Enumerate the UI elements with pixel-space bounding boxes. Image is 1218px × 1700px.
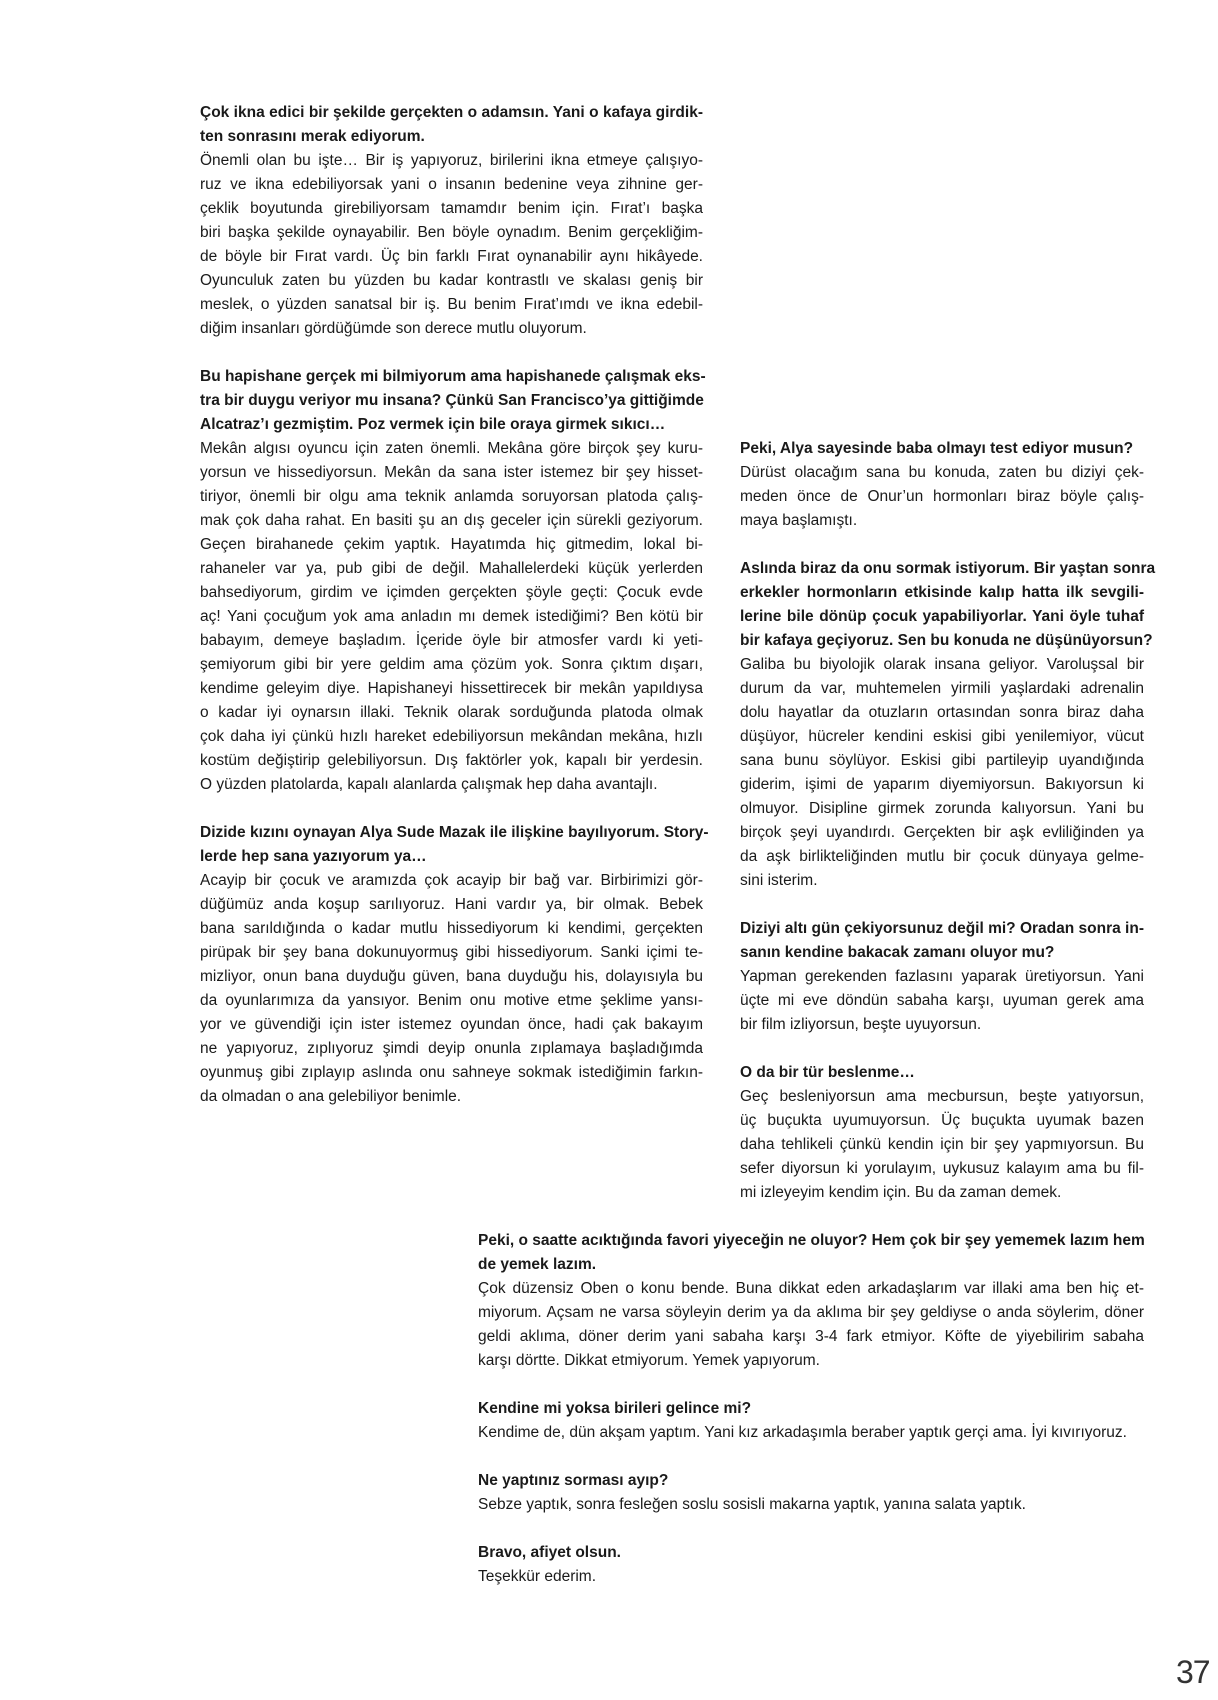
answer-line: Oyunculuk zaten bu yüzden bu kadar kontrastlı ve skalası geniş bir xyxy=(200,272,703,289)
answer-line: yorsun ve hissediyorsun. Mekân da sana ister istemez bir şey hisset- xyxy=(200,464,703,481)
answer-line: mizliyor, onun bana duyduğu güven, bana duyduğu his, dolayısıyla bu xyxy=(200,968,703,985)
answer-line: çok daha iyi çünkü hızlı hareket edebiliyorsun mekândan mekâna, hızlı xyxy=(200,728,703,745)
question xyxy=(740,1061,1144,1085)
answer-line: da oyunlarımıza da yansıyor. Benim onu motive etme şeklime yansı- xyxy=(200,992,703,1009)
qa-block xyxy=(478,1469,1144,1517)
question-line: Peki, Alya sayesinde baba olmayı test ediyor musun? xyxy=(740,440,1134,457)
qa-block xyxy=(740,557,1156,893)
answer xyxy=(478,1277,1144,1373)
answer-line: Dürüst olacağım sana bu konuda, zaten bu diziyi çek- xyxy=(740,464,1144,481)
question-line: Bravo, afiyet olsun. xyxy=(478,1544,621,1561)
question xyxy=(200,365,706,437)
answer xyxy=(740,1085,1144,1205)
question-line: tra bir duygu veriyor mu insana? Çünkü San Francisco’ya gittiğimde xyxy=(200,392,704,409)
answer-line: üç buçukta uyumuyorsun. Üç buçukta uyumak bazen xyxy=(740,1112,1144,1129)
question-line: sanın kendine bakacak zamanı oluyor mu? xyxy=(740,944,1055,961)
answer-line: kostüm değiştirip gelebiliyorsun. Dış faktörler yok, kapalı bir yerdesin. xyxy=(200,752,703,769)
question-line: Peki, o saatte acıktığında favori yiyeceğin ne oluyor? Hem çok bir şey yememek lazım hem xyxy=(478,1232,1145,1249)
answer-line: kendime geleyim diye. Hapishaneyi hissettirecek bir mekân yapıldıysa xyxy=(200,680,703,697)
bottom-column xyxy=(478,1229,1144,1613)
answer-line: Çok düzensiz Oben o konu bende. Buna dikkat eden arkadaşlarım var illaki ama ben hiç et- xyxy=(478,1280,1144,1297)
answer-line: sefer diyorsun ki yorulayım, uykusuz kalayım ama bu fil- xyxy=(740,1160,1144,1177)
answer-line: Acayip bir çocuk ve aramızda çok acayip bir bağ var. Birbirimizi gör- xyxy=(200,872,703,889)
qa-block xyxy=(740,917,1144,1037)
question-line: Ne yaptınız sorması ayıp? xyxy=(478,1472,669,1489)
answer-line: biri başka şekilde oynayabilir. Ben böyle oynadım. Benim gerçekliğim- xyxy=(200,224,703,241)
question-line: Alcatraz’ı gezmiştim. Poz vermek için bile oraya girmek sıkıcı… xyxy=(200,416,666,433)
answer xyxy=(740,461,1144,533)
answer-line: rahaneler var ya, pub gibi de değil. Mahallelerdeki küçük yerlerden xyxy=(200,560,703,577)
answer-line: Geç besleniyorsun ama mecbursun, beşte yatıyorsun, xyxy=(740,1088,1144,1105)
answer-line: bana sarıldığında o kadar mutlu hissediyorum ki kendimi, gerçekten xyxy=(200,920,703,937)
answer-line: de böyle bir Fırat vardı. Üç bin farklı Fırat oynanabilir aynı hikâyede. xyxy=(200,248,703,265)
question xyxy=(200,101,703,149)
question xyxy=(478,1229,1144,1277)
answer-line: Teşekkür ederim. xyxy=(478,1568,597,1585)
question xyxy=(478,1469,1144,1493)
question-line: Diziyi altı gün çekiyorsunuz değil mi? Oradan sonra in- xyxy=(740,920,1144,937)
question xyxy=(740,437,1144,461)
answer-line: yor ve güvendiği için ister istemez oyundan önce, hadi çak bakayım xyxy=(200,1016,703,1033)
answer-line: meden önce de Onur’un hormonları biraz böyle çalış- xyxy=(740,488,1144,505)
answer-line: bahsediyorum, girdim ve içimden gerçekten şöyle geçti: Çocuk evde xyxy=(200,584,703,601)
question xyxy=(478,1541,1144,1565)
qa-block xyxy=(478,1541,1144,1589)
qa-block xyxy=(740,1061,1144,1205)
question xyxy=(478,1397,1144,1421)
question-line: O da bir tür beslenme… xyxy=(740,1064,915,1081)
answer-line: mak çok daha rahat. En basiti şu an dış geceler için sürekli geziyorum. xyxy=(200,512,703,529)
answer-line: giderim, işimi de yaparım diyemiyorsun. Bakıyorsun ki xyxy=(740,776,1144,793)
answer-line: şemiyorum gibi bir yere geldim ama çözüm yok. Sonra çıktım dışarı, xyxy=(200,656,703,673)
answer-line: daha tehlikeli çünkü kendin için bir şey yapmıyorsun. Bu xyxy=(740,1136,1144,1153)
answer-line: üçte mi eve döndün sabaha karşı, uyuman gerek ama xyxy=(740,992,1144,1009)
answer-line: miyorum. Açsam ne varsa söyleyin derim ya da aklıma bir şey geldiyse o anda söylerim, döner xyxy=(478,1304,1144,1321)
answer-line: ruz ve ikna edebiliyorsak yani o insanın bedenine veya zihnine ger- xyxy=(200,176,703,193)
question xyxy=(200,821,709,869)
answer xyxy=(740,653,1144,893)
answer-line: olmuyor. Disipline girmek zorunda kalıyorsun. Yani bu xyxy=(740,800,1144,817)
answer xyxy=(740,965,1144,1037)
answer-line: düşüyor, hücreler kendini eskisi gibi yenilemiyor, vücut xyxy=(740,728,1144,745)
answer-line: Yapman gerekenden fazlasını yaparak üretiyorsun. Yani xyxy=(740,968,1144,985)
answer-line: o kadar iyi oynarsın illaki. Teknik olarak sorduğunda platoda olmak xyxy=(200,704,703,721)
question-line: Çok ikna edici bir şekilde gerçekten o adamsın. Yani o kafaya girdik- xyxy=(200,104,703,121)
answer-line: ne yapıyoruz, zıplıyoruz şimdi deyip onunla zıplamaya başladığımda xyxy=(200,1040,703,1057)
question-line: Aslında biraz da onu sormak istiyorum. Bir yaştan sonra xyxy=(740,560,1156,577)
qa-block xyxy=(478,1397,1144,1445)
answer-line: Önemli olan bu işte… Bir iş yapıyoruz, birilerini ikna etmeye çalışıyo- xyxy=(200,152,703,169)
answer-line: Mekân algısı oyuncu için zaten önemli. Mekâna göre birçok şey kuru- xyxy=(200,440,703,457)
answer-line: O yüzden platolarda, kapalı alanlarda çalışmak hep daha avantajlı. xyxy=(200,776,658,793)
answer-line: dolu hayatlar da otuzların ortasından sonra biraz daha xyxy=(740,704,1144,721)
question-line: ten sonrasını merak ediyorum. xyxy=(200,128,425,145)
question-line: lerine bile dönüp çocuk yapabiliyorlar. Yani öyle tuhaf xyxy=(740,608,1144,625)
question-line: bir kafaya geçiyoruz. Sen bu konuda ne düşünüyorsun? xyxy=(740,632,1153,649)
question-line: Dizide kızını oynayan Alya Sude Mazak ile ilişkine bayılıyorum. Story- xyxy=(200,824,709,841)
answer xyxy=(200,149,703,341)
answer-line: aç! Yani çocuğum yok ama anladın mı demek istediğimi? Ben kötü bir xyxy=(200,608,703,625)
left-column xyxy=(200,101,709,1133)
qa-block xyxy=(740,437,1144,533)
qa-block xyxy=(200,365,706,797)
question xyxy=(740,917,1144,965)
answer-line: çeklik boyutunda girebiliyorsam tamamdır benim için. Fırat’ı başka xyxy=(200,200,703,217)
answer-line: karşı dörtte. Dikkat etmiyorum. Yemek yapıyorum. xyxy=(478,1352,820,1369)
answer-line: da olmadan o ana gelebiliyor benimle. xyxy=(200,1088,462,1105)
question-line: erkekler hormonların etkisinde kalıp hatta ilk sevgili- xyxy=(740,584,1144,601)
question xyxy=(740,557,1156,653)
answer-line: Kendime de, dün akşam yaptım. Yani kız arkadaşımla beraber yaptık gerçi ama. İyi kıvırıyoruz. xyxy=(478,1424,1127,1441)
answer-line: diğim insanları gördüğümde son derece mutlu oluyorum. xyxy=(200,320,587,337)
answer-line: maya başlamıştı. xyxy=(740,512,858,529)
question-line: Bu hapishane gerçek mi bilmiyorum ama hapishanede çalışmak eks- xyxy=(200,368,706,385)
question-line: lerde hep sana yazıyorum ya… xyxy=(200,848,427,865)
question-line: de yemek lazım. xyxy=(478,1256,597,1273)
answer-line: durum da var, muhtemelen yirmili yaşlardaki adrenalin xyxy=(740,680,1144,697)
answer-line: Sebze yaptık, sonra fesleğen soslu sosisli makarna yaptık, yanına salata yaptık. xyxy=(478,1496,1026,1513)
answer-line: Galiba bu biyolojik olarak insana geliyor. Varoluşsal bir xyxy=(740,656,1144,673)
answer-line: bir film izliyorsun, beşte uyuyorsun. xyxy=(740,1016,982,1033)
answer xyxy=(200,869,703,1109)
answer-line: babayım, demeye başladım. İçeride öyle bir atmosfer vardı ki yeti- xyxy=(200,632,703,649)
answer-line: düğümüz anda koşup sarılıyoruz. Hani vardır ya, bir olmak. Bebek xyxy=(200,896,703,913)
page-number: 37 xyxy=(1176,1654,1210,1690)
question-line: Kendine mi yoksa birileri gelince mi? xyxy=(478,1400,752,1417)
answer xyxy=(478,1421,1144,1445)
answer-line: meslek, o yüzden sanatsal bir iş. Bu benim Fırat’ımdı ve ikna edebil- xyxy=(200,296,703,313)
answer-line: mi izleyeyim kendim için. Bu da zaman demek. xyxy=(740,1184,1062,1201)
answer xyxy=(200,437,703,797)
answer xyxy=(478,1493,1144,1517)
answer xyxy=(478,1565,1144,1589)
qa-block xyxy=(200,821,709,1109)
right-column xyxy=(740,437,1156,1229)
answer-line: sini isterim. xyxy=(740,872,818,889)
answer-line: Geçen birahanede çekim yaptık. Hayatımda hiç gitmedim, lokal bi- xyxy=(200,536,703,553)
qa-block xyxy=(200,101,703,341)
answer-line: oyunmuş gibi zıplayıp aslında onu sahneye sokmak istediğimin farkın- xyxy=(200,1064,703,1081)
qa-block xyxy=(478,1229,1144,1373)
answer-line: da aşk birlikteliğinden mutlu bir çocuk dünyaya gelme- xyxy=(740,848,1144,865)
answer-line: sana bunu söylüyor. Eskisi gibi partileyip uyandığında xyxy=(740,752,1144,769)
answer-line: pirüpak bir şey bana dokunuyormuş gibi hissediyorum. Sanki içimi te- xyxy=(200,944,703,961)
answer-line: geldi aklıma, döner derim yani sabaha karşı 3-4 fark etmiyor. Köfte de yiyebilirim sabaha xyxy=(478,1328,1144,1345)
answer-line: birçok şeyi uyandırdı. Gerçekten bir aşk evliliğinden ya xyxy=(740,824,1144,841)
answer-line: tiriyor, önemli bir olgu ama teknik anlamda soruyorsan platoda çalış- xyxy=(200,488,703,505)
